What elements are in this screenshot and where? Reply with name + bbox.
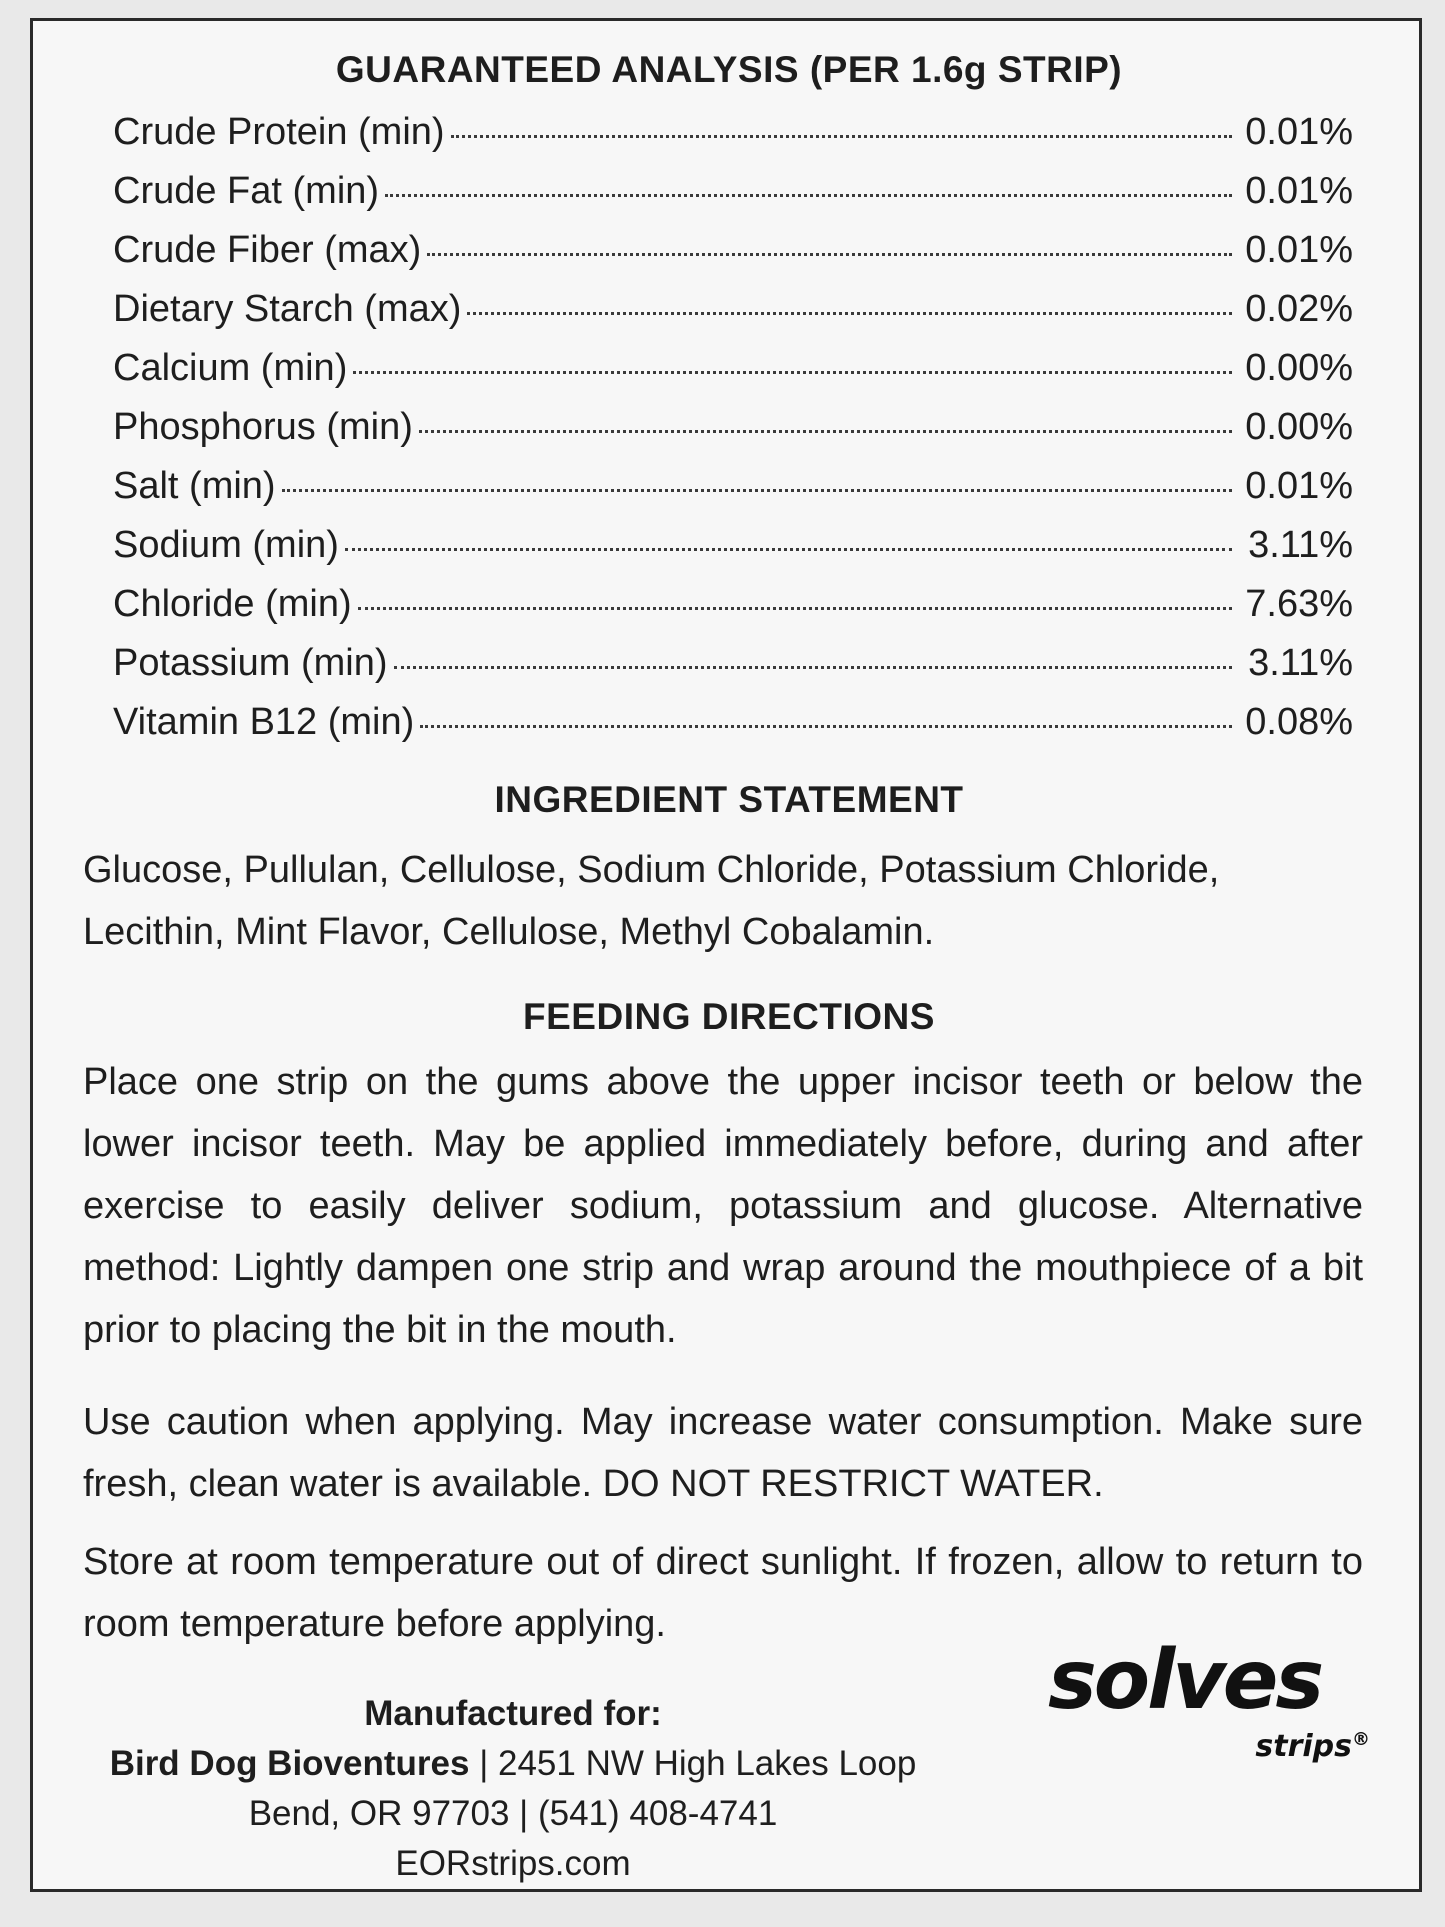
brand-logo-main: solves — [1048, 1633, 1322, 1728]
analysis-row — [113, 347, 1353, 406]
manufacturer-company-line — [83, 1739, 943, 1789]
dot-leader — [345, 548, 1232, 551]
dot-leader — [451, 135, 1232, 138]
analysis-row — [113, 111, 1353, 170]
guaranteed-analysis-title: GUARANTEED ANALYSIS (PER 1.6g STRIP) — [335, 49, 1123, 90]
product-label — [30, 18, 1422, 1892]
caution-text: Use caution when applying. May increase water consumption. Make sure fresh, clean water is available. DO NOT RESTRICT WATER. — [83, 1401, 1363, 1505]
analysis-nutrient-value: 0.01% — [1245, 111, 1353, 153]
ingredient-statement-text: Glucose, Pullulan, Cellulose, Sodium Chloride, Potassium Chloride, Lecithin, Mint Flavor, Cellulose, Methyl Cobalamin. — [83, 849, 1220, 953]
brand-logo-sub — [1255, 1729, 1370, 1764]
manufacturer-block — [83, 1689, 943, 1889]
analysis-nutrient-value: 0.00% — [1245, 347, 1353, 389]
analysis-nutrient-value: 3.11% — [1248, 642, 1353, 684]
analysis-nutrient-value: 7.63% — [1245, 583, 1353, 625]
analysis-nutrient-value: 0.01% — [1245, 170, 1353, 212]
dot-leader — [282, 489, 1232, 492]
analysis-row — [113, 170, 1353, 229]
manufacturer-website: EORstrips.com — [395, 1844, 631, 1883]
analysis-row — [113, 288, 1353, 347]
analysis-nutrient-name: Salt (min) — [113, 465, 276, 507]
dot-leader — [420, 725, 1232, 728]
dot-leader — [394, 666, 1233, 669]
analysis-nutrient-name: Calcium (min) — [113, 347, 348, 389]
guaranteed-analysis-list — [113, 111, 1353, 760]
analysis-row — [113, 524, 1353, 583]
brand-logo-sub-text: strips — [1255, 1729, 1352, 1764]
analysis-row — [113, 229, 1353, 288]
analysis-nutrient-name: Vitamin B12 (min) — [113, 701, 415, 743]
analysis-nutrient-value: 0.08% — [1245, 701, 1353, 743]
dot-leader — [353, 371, 1232, 374]
analysis-nutrient-name: Potassium (min) — [113, 642, 388, 684]
analysis-row — [113, 465, 1353, 524]
analysis-nutrient-name: Phosphorus (min) — [113, 406, 413, 448]
analysis-row — [113, 406, 1353, 465]
manufacturer-title: Manufactured for: — [364, 1694, 662, 1733]
dot-leader — [427, 253, 1232, 256]
manufacturer-city-phone: Bend, OR 97703 | (541) 408-4741 — [248, 1794, 778, 1833]
analysis-nutrient-name: Sodium (min) — [113, 524, 339, 566]
manufacturer-address: | 2451 NW High Lakes Loop — [479, 1744, 917, 1783]
analysis-nutrient-name: Crude Protein (min) — [113, 111, 445, 153]
analysis-nutrient-value: 0.01% — [1245, 465, 1353, 507]
analysis-row — [113, 642, 1353, 701]
analysis-nutrient-value: 0.02% — [1245, 288, 1353, 330]
ingredient-statement-title: INGREDIENT STATEMENT — [494, 779, 964, 820]
manufacturer-company: Bird Dog Bioventures — [109, 1744, 470, 1783]
brand-logo — [1048, 1633, 1378, 1783]
analysis-nutrient-value: 0.01% — [1245, 229, 1353, 271]
analysis-nutrient-value: 3.11% — [1248, 524, 1353, 566]
analysis-row — [113, 701, 1353, 760]
dot-leader — [358, 607, 1232, 610]
analysis-row — [113, 583, 1353, 642]
dot-leader — [385, 194, 1232, 197]
analysis-nutrient-name: Crude Fiber (max) — [113, 229, 422, 271]
analysis-nutrient-name: Dietary Starch (max) — [113, 288, 462, 330]
analysis-nutrient-name: Crude Fat (min) — [113, 170, 380, 212]
feeding-directions-title: FEEDING DIRECTIONS — [523, 996, 935, 1037]
dot-leader — [419, 430, 1232, 433]
analysis-nutrient-value: 0.00% — [1245, 406, 1353, 448]
storage-text: Store at room temperature out of direct sunlight. If frozen, allow to return to room temperature before applying. — [83, 1541, 1363, 1645]
analysis-nutrient-name: Chloride (min) — [113, 583, 352, 625]
registered-mark: ® — [1352, 1729, 1370, 1750]
dot-leader — [467, 312, 1232, 315]
feeding-directions-text: Place one strip on the gums above the upper incisor teeth or below the lower incisor teeth. May be applied immediately before, during and after exercise to easily deliver sodium, potassium and glucose. Alternative method: Lightly dampen one strip and wrap around the mouthpiece of a bit prior to placing the bit in the mouth. — [83, 1061, 1363, 1351]
